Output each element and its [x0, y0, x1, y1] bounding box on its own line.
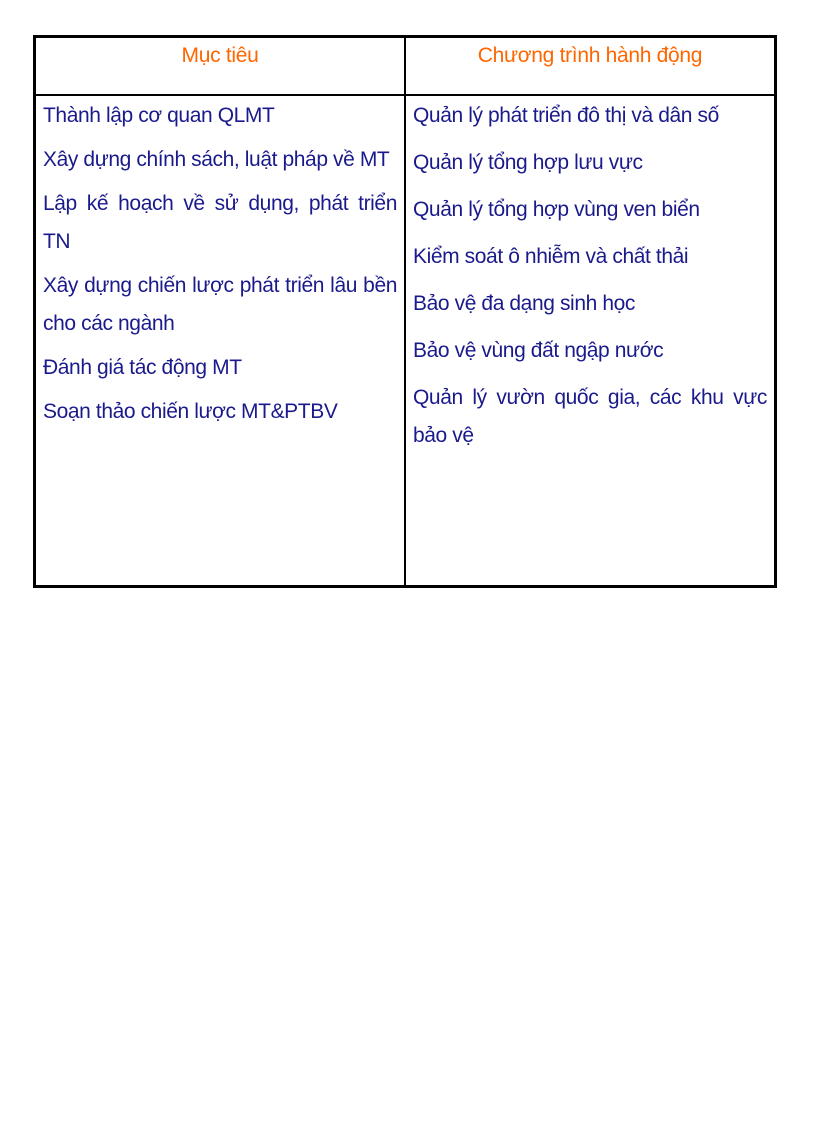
goals-actions-table	[33, 35, 777, 588]
action-item: Bảo vệ đa dạng sinh học	[413, 292, 635, 315]
goal-item: Đánh giá tác động MT	[43, 356, 242, 379]
goal-item: Thành lập cơ quan QLMT	[43, 104, 275, 127]
action-item: Quản lý vườn quốc gia, các khu vực bảo vệ	[413, 386, 767, 447]
header-goals: Mục tiêu	[36, 38, 406, 96]
goal-item: Lập kế hoạch về sử dụng, phát triển TN	[43, 192, 397, 253]
goals-column	[36, 96, 406, 585]
action-item: Kiểm soát ô nhiễm và chất thải	[413, 245, 689, 268]
goal-item: Soạn thảo chiến lược MT&PTBV	[43, 400, 338, 423]
action-item: Bảo vệ vùng đất ngập nước	[413, 339, 664, 362]
action-item: Quản lý tổng hợp vùng ven biển	[413, 198, 700, 221]
goal-item: Xây dựng chính sách, luật pháp về MT	[43, 148, 390, 171]
header-actions: Chương trình hành động	[406, 38, 774, 96]
actions-column	[406, 96, 774, 585]
action-item: Quản lý tổng hợp lưu vực	[413, 151, 643, 174]
action-item: Quản lý phát triển đô thị và dân số	[413, 104, 719, 127]
goal-item: Xây dựng chiến lược phát triển lâu bền cho các ngành	[43, 274, 397, 335]
